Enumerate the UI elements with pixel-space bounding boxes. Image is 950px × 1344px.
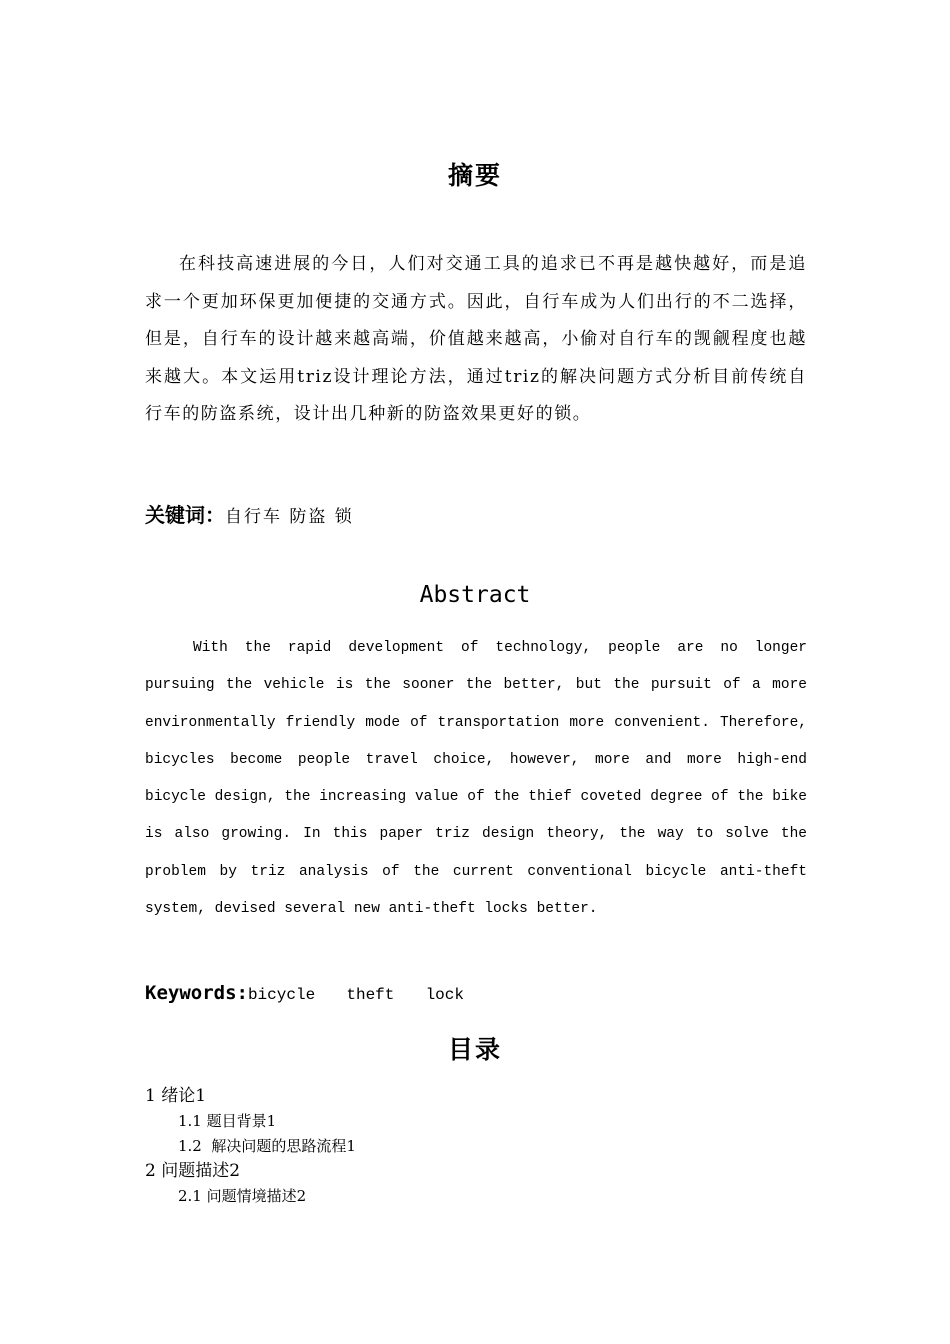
- toc-entry[interactable]: 2.1 问题情境描述2: [178, 1187, 307, 1205]
- keywords-en: [145, 978, 464, 1010]
- keywords-cn-label: 关键词：: [145, 503, 225, 527]
- table-of-contents: [145, 1084, 807, 1209]
- toc-entry[interactable]: 1 绪论1: [145, 1086, 207, 1106]
- toc-entry[interactable]: 2 问题描述2: [145, 1161, 241, 1181]
- toc-title: 目录: [447, 1035, 502, 1064]
- keywords-en-label: Keywords:: [145, 982, 248, 1004]
- abstract-en-title: Abstract: [419, 582, 531, 608]
- abstract-cn-body: 在科技高速进展的今日，人们对交通工具的追求已不再是越快越好，而是追求一个更加环保更加便捷的交通方式。因此，自行车成为人们出行的不二选择，但是，自行车的设计越来越高端，价值越来越高，小偷对自行车的觊觎程度也越来越大。本文运用triz设计理论方法，通过triz的解决问题方式分析目前传统自行车的防盗系统，设计出几种新的防盗效果更好的锁。: [145, 254, 807, 424]
- keywords-cn-value: 自行车 防盗 锁: [225, 507, 354, 527]
- toc-entry[interactable]: 1.2 解决问题的思路流程1: [178, 1137, 356, 1155]
- toc-entry[interactable]: 1.1 题目背景1: [178, 1112, 277, 1130]
- keywords-cn: [145, 500, 354, 532]
- abstract-cn-title: 摘要: [447, 161, 502, 190]
- keywords-en-value: bicycle theft lock: [247, 986, 464, 1004]
- abstract-en-body: With the rapid development of technology, people are no longer pursuing the vehicle is the sooner the better, but the pursuit of a more environmentally friendly mode of transportation more convenient. Therefore, bicycles become people travel choice, however, more and more high-end bicycle design, the increasing value of the thief coveted degree of the bike is also growing. In this paper triz design theory, the way to solve the problem by triz analysis of the current conventional bicycle anti-theft system, devised several new anti-theft locks better.: [145, 640, 807, 918]
